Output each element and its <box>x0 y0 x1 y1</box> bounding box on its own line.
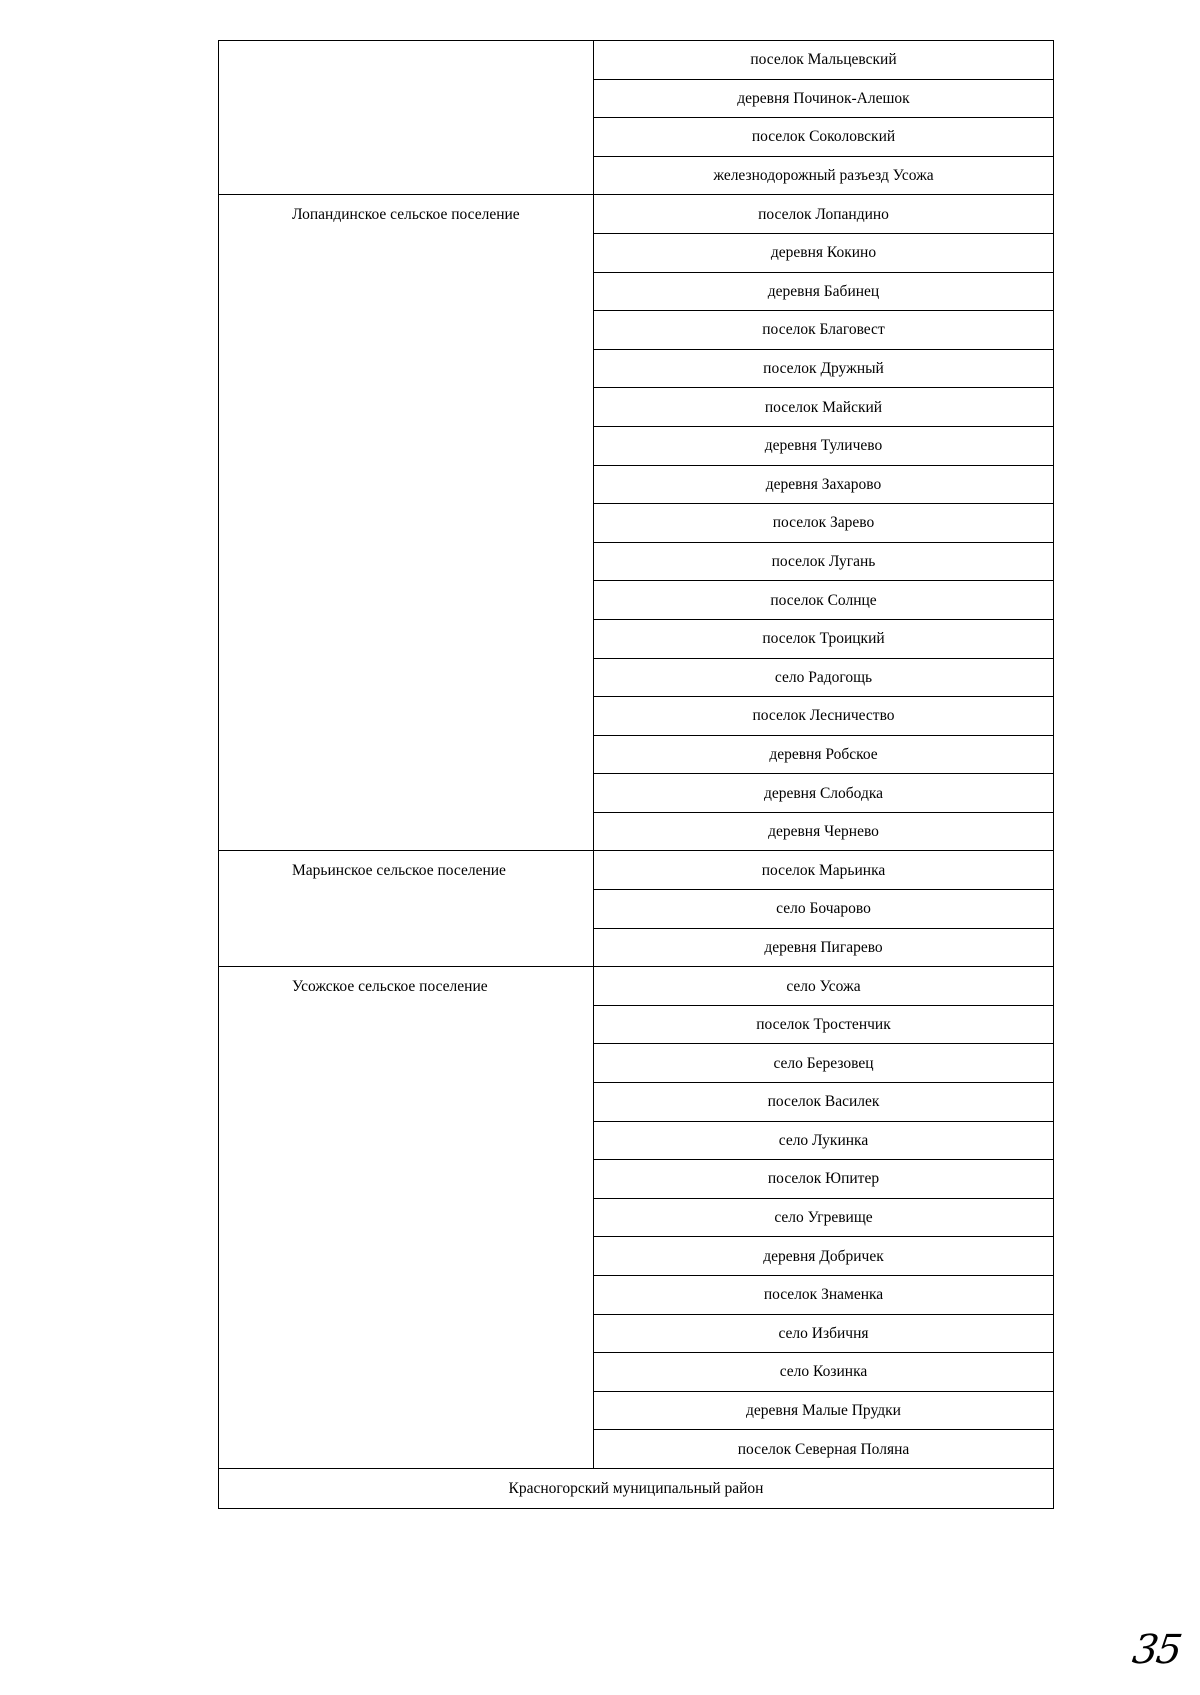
locality-cell: деревня Починок-Алешок <box>594 79 1054 118</box>
locality-cell: поселок Знаменка <box>594 1276 1054 1315</box>
settlements-table-body <box>219 41 1054 1509</box>
locality-cell: село Избичня <box>594 1314 1054 1353</box>
locality-cell: село Радогощь <box>594 658 1054 697</box>
locality-cell: село Березовец <box>594 1044 1054 1083</box>
locality-cell: село Козинка <box>594 1353 1054 1392</box>
settlements-table <box>218 40 1054 1509</box>
table-row <box>219 41 1054 80</box>
locality-cell: поселок Мальцевский <box>594 41 1054 80</box>
locality-cell: деревня Слободка <box>594 774 1054 813</box>
locality-cell: деревня Малые Прудки <box>594 1391 1054 1430</box>
locality-cell: поселок Лугань <box>594 542 1054 581</box>
locality-cell: поселок Северная Поляна <box>594 1430 1054 1469</box>
locality-cell: поселок Соколовский <box>594 118 1054 157</box>
locality-cell: поселок Майский <box>594 388 1054 427</box>
locality-cell: железнодорожный разъезд Усожа <box>594 156 1054 195</box>
locality-cell: поселок Благовест <box>594 311 1054 350</box>
locality-cell: поселок Лопандино <box>594 195 1054 234</box>
page-number: 35 <box>1129 1627 1184 1673</box>
locality-cell: деревня Добричек <box>594 1237 1054 1276</box>
locality-cell: поселок Марьинка <box>594 851 1054 890</box>
locality-cell: поселок Тростенчик <box>594 1005 1054 1044</box>
locality-cell: село Бочарово <box>594 890 1054 929</box>
locality-cell: село Лукинка <box>594 1121 1054 1160</box>
locality-cell: поселок Зарево <box>594 504 1054 543</box>
locality-cell: деревня Захарово <box>594 465 1054 504</box>
document-sheet <box>218 40 1054 1509</box>
locality-cell: деревня Пигарево <box>594 928 1054 967</box>
settlement-name-cell: Лопандинское сельское поселение <box>219 195 594 851</box>
locality-cell: поселок Дружный <box>594 349 1054 388</box>
locality-cell: деревня Чернево <box>594 812 1054 851</box>
settlement-name-cell: Усожское сельское поселение <box>219 967 594 1469</box>
district-row <box>219 1468 1054 1508</box>
locality-cell: поселок Лесничество <box>594 697 1054 736</box>
locality-cell: поселок Солнце <box>594 581 1054 620</box>
table-row <box>219 851 1054 890</box>
locality-cell: поселок Юпитер <box>594 1160 1054 1199</box>
locality-cell: деревня Бабинец <box>594 272 1054 311</box>
table-row <box>219 195 1054 234</box>
district-name-cell: Красногорский муниципальный район <box>219 1468 1054 1508</box>
locality-cell: поселок Троицкий <box>594 619 1054 658</box>
settlement-name-cell: Марьинское сельское поселение <box>219 851 594 967</box>
locality-cell: поселок Василек <box>594 1083 1054 1122</box>
table-row <box>219 967 1054 1006</box>
locality-cell: деревня Туличево <box>594 426 1054 465</box>
locality-cell: село Угревище <box>594 1198 1054 1237</box>
locality-cell: деревня Кокино <box>594 233 1054 272</box>
locality-cell: село Усожа <box>594 967 1054 1006</box>
locality-cell: деревня Робское <box>594 735 1054 774</box>
settlement-name-cell <box>219 41 594 195</box>
